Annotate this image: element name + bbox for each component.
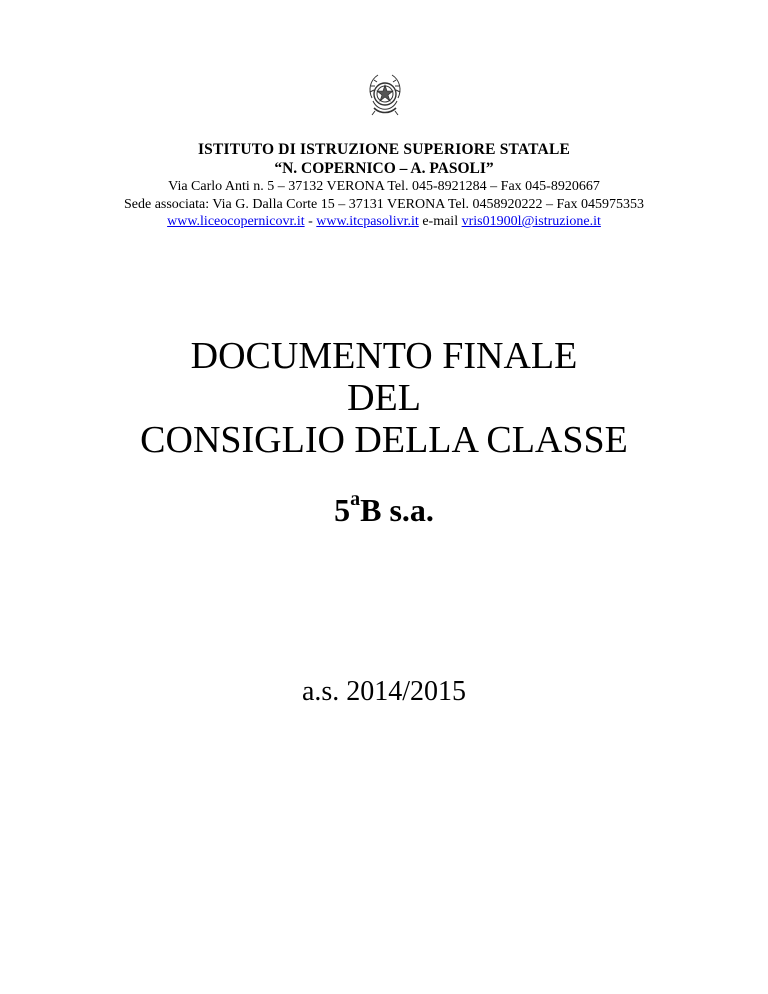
contact-links [0,214,768,230]
address-branch: Sede associata: Via G. Dalla Corte 15 – 37131 VERONA Tel. 0458920222 – Fax 045975353 [123,197,645,212]
italian-republic-emblem-icon [364,68,406,120]
class-label [0,488,768,529]
document-title-line-1: DOCUMENTO FINALE [190,335,578,377]
document-title-line-3: CONSIGLIO DELLA CLASSE [140,419,628,461]
address-main: Via Carlo Anti n. 5 – 37132 VERONA Tel. 045-8921284 – Fax 045-8920667 [168,179,600,194]
institute-subtitle: “N. COPERNICO – A. PASOLI” [274,160,494,177]
class-number: 5 [334,492,351,528]
school-year: a.s. 2014/2015 [301,676,467,707]
link-separator: - [304,214,317,229]
class-section: B s.a. [360,492,434,528]
institute-name: ISTITUTO DI ISTRUZIONE SUPERIORE STATALE [197,141,571,158]
email-label: e-mail [418,214,462,229]
website-link-copernico[interactable]: www.liceocopernicovr.it [167,214,305,229]
document-title-line-2: DEL [347,377,421,419]
class-superscript: a [350,488,361,510]
website-link-pasoli[interactable]: www.itcpasolivr.it [316,214,419,229]
email-link[interactable]: vris01900l@istruzione.it [461,214,601,229]
